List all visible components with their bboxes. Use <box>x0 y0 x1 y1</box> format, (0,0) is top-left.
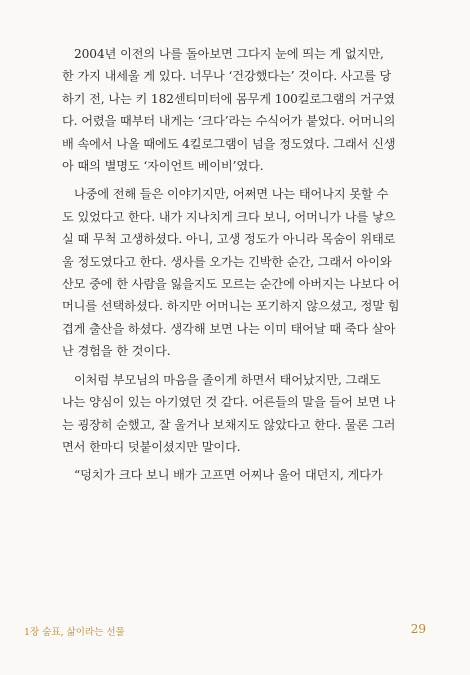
text-line: 다. 어렸을 때부터 내게는 ‘크다’라는 수식어가 붙었다. 어머니의 <box>62 114 396 129</box>
text-line: 머니를 선택하셨다. 하지만 어머니는 포기하지 않으셨고, 정말 힘 <box>62 299 400 314</box>
page-number: 29 <box>410 622 426 636</box>
text-line: 산모 중에 한 사람을 잃을지도 모르는 순간에 아버지는 나보다 어 <box>62 277 400 292</box>
text-line: 실 때 무척 고생하셨다. 아니, 고생 정도가 아니라 목숨이 위태로 <box>62 232 396 247</box>
text-line: 울 정도였다고 한다. 생사를 오가는 긴박한 순간, 그래서 아이와 <box>62 254 392 269</box>
paragraph-4 <box>62 464 414 486</box>
text-line: 한 가지 내세울 게 있다. 너무나 ‘건강했다는’ 것이다. 사고를 당 <box>62 69 392 84</box>
text-line: 는 굉장히 순했고, 잘 울거나 보채지도 않았다고 한다. 물론 그러 <box>62 417 396 432</box>
paragraph-3 <box>62 369 414 459</box>
body-text <box>62 43 414 487</box>
text-line: 나중에 전해 들은 이야기지만, 어쩌면 나는 태어나지 못할 수 <box>74 187 389 202</box>
text-line: 나는 양심이 있는 아기였던 것 같다. 어른들의 말을 들어 보면 나 <box>62 395 396 410</box>
text-line: 도 있었다고 한다. 내가 지나치게 크다 보니, 어머니가 나를 낳으 <box>62 209 396 224</box>
text-line: 배 속에서 나올 때에도 4킬로그램이 넘을 정도였다. 그래서 신생 <box>62 136 396 151</box>
text-line: 아 때의 별명도 ‘자이언트 베이비’였다. <box>62 159 264 174</box>
paragraph-1 <box>62 43 414 177</box>
text-line: 2004년 이전의 나를 돌아보면 그다지 눈에 띄는 게 없지만, <box>74 47 384 61</box>
text-line: 난 경험을 한 것이다. <box>62 344 171 359</box>
text-line: 면서 한마디 덧붙이셨지만 말이다. <box>62 439 241 454</box>
paragraph-2 <box>62 183 414 362</box>
text-line: 겹게 출산을 하셨다. 생각해 보면 나는 이미 태어날 때 죽다 살아 <box>62 321 396 336</box>
page-footer <box>24 622 426 638</box>
text-line: 하기 전, 나는 키 182센티미터에 몸무게 100킬로그램의 거구였 <box>62 91 395 106</box>
chapter-title: 1장 숨표, 삶이라는 선물 <box>24 627 125 638</box>
text-line: 이처럼 부모님의 마음을 졸이게 하면서 태어났지만, 그래도 <box>74 372 381 387</box>
text-line: “덩치가 크다 보니 배가 고프면 어찌나 울어 대던지, 게다가 <box>74 468 383 483</box>
